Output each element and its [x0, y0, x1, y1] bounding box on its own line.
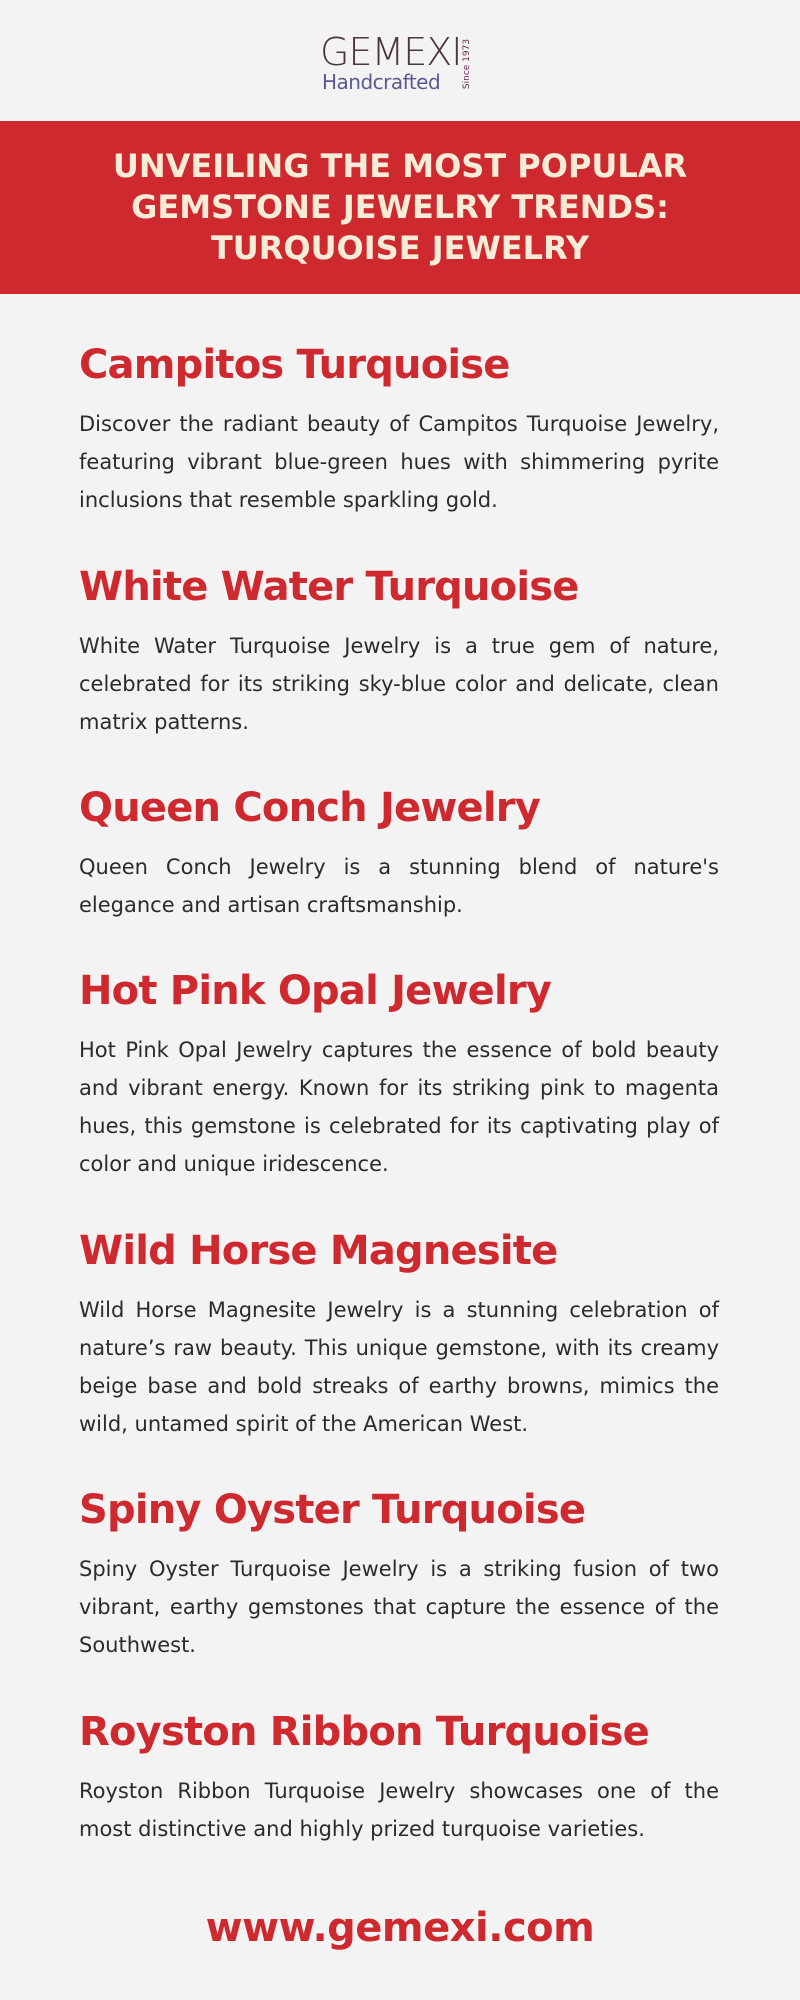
section-heading: Hot Pink Opal Jewelry [79, 968, 552, 1014]
title-banner [0, 121, 800, 294]
section-heading: Queen Conch Jewelry [79, 785, 540, 831]
brand-logo [0, 30, 800, 100]
page-title: UNVEILING THE MOST POPULAR GEMSTONE JEWELRY TRENDS: TURQUOISE JEWELRY [112, 147, 688, 267]
section-body: Wild Horse Magnesite Jewelry is a stunning celebration of nature’s raw beauty. This unique gemstone, with its creamy beige base and bold streaks of earthy browns, mimics the wild, untamed spirit of the American West. [79, 1298, 719, 1436]
section-heading: White Water Turquoise [79, 564, 579, 610]
logo-mark [320, 30, 480, 100]
section-body: White Water Turquoise Jewelry is a true gem of nature, celebrated for its striking sky-blue color and delicate, clean matrix patterns. [79, 634, 719, 734]
section-body: Hot Pink Opal Jewelry captures the essence of bold beauty and vibrant energy. Known for its striking pink to magenta hues, this gemstone is celebrated for its captivating play of color and unique iridescence. [79, 1038, 719, 1176]
logo-name: GEMEXI [320, 30, 462, 74]
section-hot-pink-opal-jewelry [79, 959, 719, 1183]
section-body: Royston Ribbon Turquoise Jewelry showcases one of the most distinctive and highly prized turquoise varieties. [79, 1779, 719, 1841]
section-royston-ribbon-turquoise [79, 1700, 719, 1848]
logo-tagline: Handcrafted [322, 70, 441, 94]
section-body: Spiny Oyster Turquoise Jewelry is a striking fusion of two vibrant, earthy gemstones that capture the essence of the Southwest. [79, 1557, 719, 1657]
logo-since: Since 1973 [462, 38, 472, 90]
website-link[interactable]: www.gemexi.com [205, 1905, 595, 1951]
section-queen-conch-jewelry [79, 776, 719, 924]
section-campitos-turquoise [79, 333, 719, 519]
section-wild-horse-magnesite [79, 1219, 719, 1443]
section-white-water-turquoise [79, 555, 719, 741]
section-heading: Wild Horse Magnesite [79, 1228, 558, 1274]
section-heading: Royston Ribbon Turquoise [79, 1709, 649, 1755]
section-heading: Campitos Turquoise [79, 342, 510, 388]
section-body: Queen Conch Jewelry is a stunning blend of nature's elegance and artisan craftsmanship. [79, 855, 719, 917]
section-body: Discover the radiant beauty of Campitos Turquoise Jewelry, featuring vibrant blue-green hues with shimmering pyrite inclusions that resemble sparkling gold. [79, 412, 719, 512]
section-heading: Spiny Oyster Turquoise [79, 1487, 586, 1533]
section-spiny-oyster-turquoise [79, 1478, 719, 1664]
